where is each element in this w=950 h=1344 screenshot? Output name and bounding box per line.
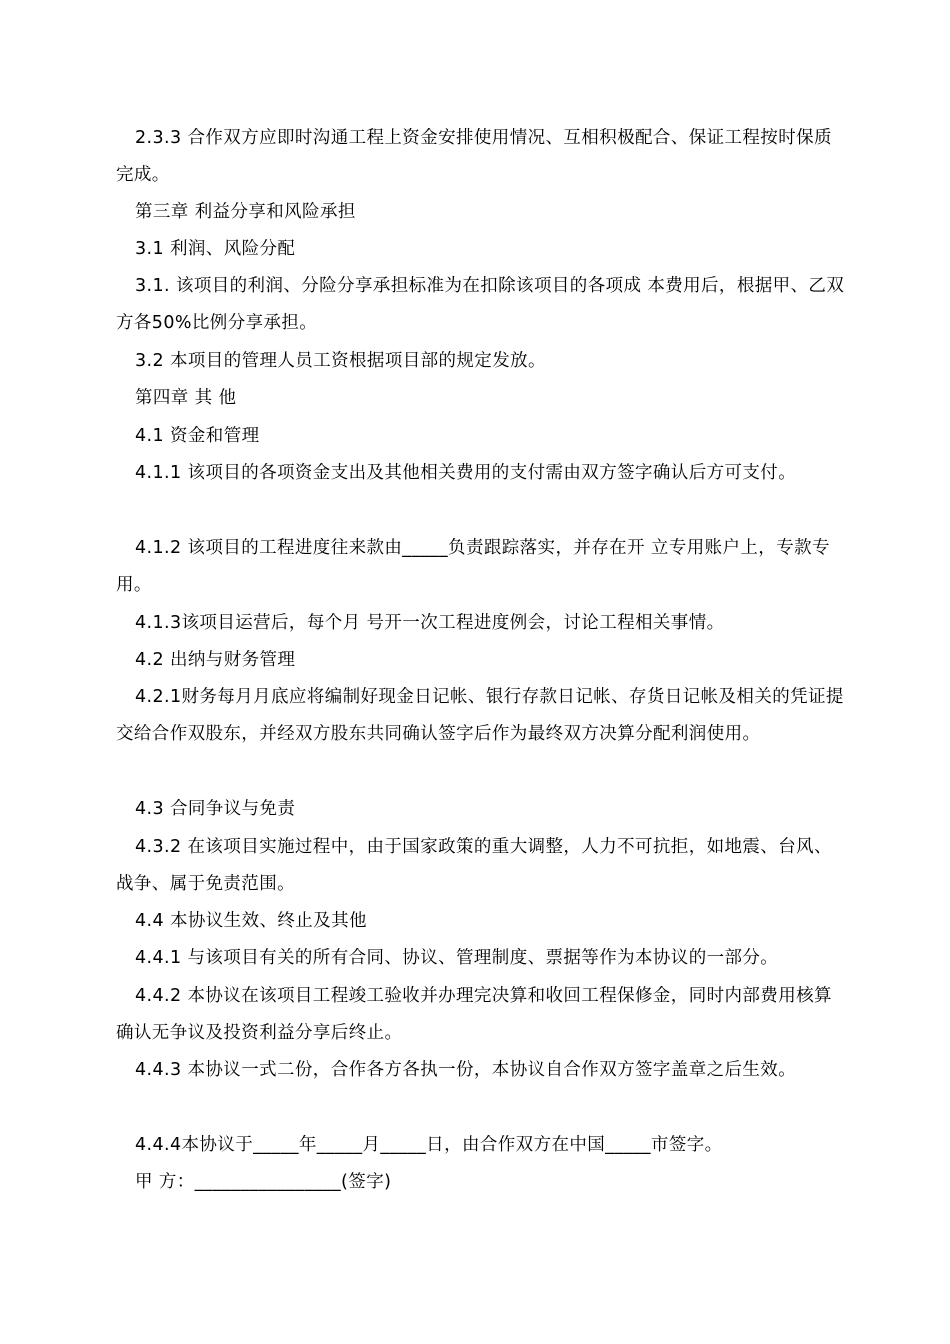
clause-3-2: 3.2 本项目的管理人员工资根据项目部的规定发放。	[135, 351, 546, 371]
clause-4-1-3: 4.1.3该项目运营后，每个月 号开一次工程进度例会，讨论工程相关事情。	[135, 613, 725, 633]
chapter-4-heading: 第四章 其 他	[135, 388, 237, 408]
section-4-3-heading: 4.3 合同争议与免责	[135, 799, 296, 819]
section-4-2-heading: 4.2 出纳与财务管理	[135, 650, 296, 670]
clause-4-1-2: 4.1.2 该项目的工程进度往来款由_____负责跟踪落实，并存在开 立专用账户上，专款专用。	[116, 538, 830, 595]
clause-3-1: 3.1. 该项目的利润、分险分享承担标准为在扣除该项目的各项成 本费用后，根据甲、乙双方各50%比例分享承担。	[116, 276, 845, 333]
clause-4-3-2: 4.3.2 在该项目实施过程中，由于国家政策的重大调整，人力不可抗拒，如地震、台风、战争、属于免责范围。	[116, 837, 832, 894]
section-4-4-heading: 4.4 本协议生效、终止及其他	[135, 911, 367, 931]
chapter-3-heading: 第三章 利益分享和风险承担	[135, 202, 356, 222]
clause-4-4-2: 4.4.2 本协议在该项目工程竣工验收并办理完决算和收回工程保修金，同时内部费用核算确认无争议及投资利益分享后终止。	[116, 986, 832, 1043]
signature-line-party-a: 甲 方：________________(签字)	[135, 1172, 392, 1192]
clause-4-4-1: 4.4.1 与该项目有关的所有合同、协议、管理制度、票据等作为本协议的一部分。	[135, 948, 779, 968]
section-4-1-heading: 4.1 资金和管理	[135, 426, 260, 446]
clause-4-4-4: 4.4.4本协议于_____年_____月_____日，由合作双方在中国_____市签字。	[135, 1135, 723, 1155]
clause-4-1-1: 4.1.1 该项目的各项资金支出及其他相关费用的支付需由双方签字确认后方可支付。	[135, 463, 797, 483]
clause-2-3-3: 2.3.3 合作双方应即时沟通工程上资金安排使用情况、互相积极配合、保证工程按时保质完成。	[116, 128, 832, 185]
section-3-1-heading: 3.1 利润、风险分配	[135, 239, 296, 259]
clause-4-4-3: 4.4.3 本协议一式二份，合作各方各执一份，本协议自合作双方签字盖章之后生效。	[135, 1060, 797, 1080]
clause-4-2-1: 4.2.1财务每月月底应将编制好现金日记帐、银行存款日记帐、存货日记帐及相关的凭证提交给合作双股东，并经双方股东共同确认签字后作为最终双方决算分配利润使用。	[116, 687, 844, 744]
